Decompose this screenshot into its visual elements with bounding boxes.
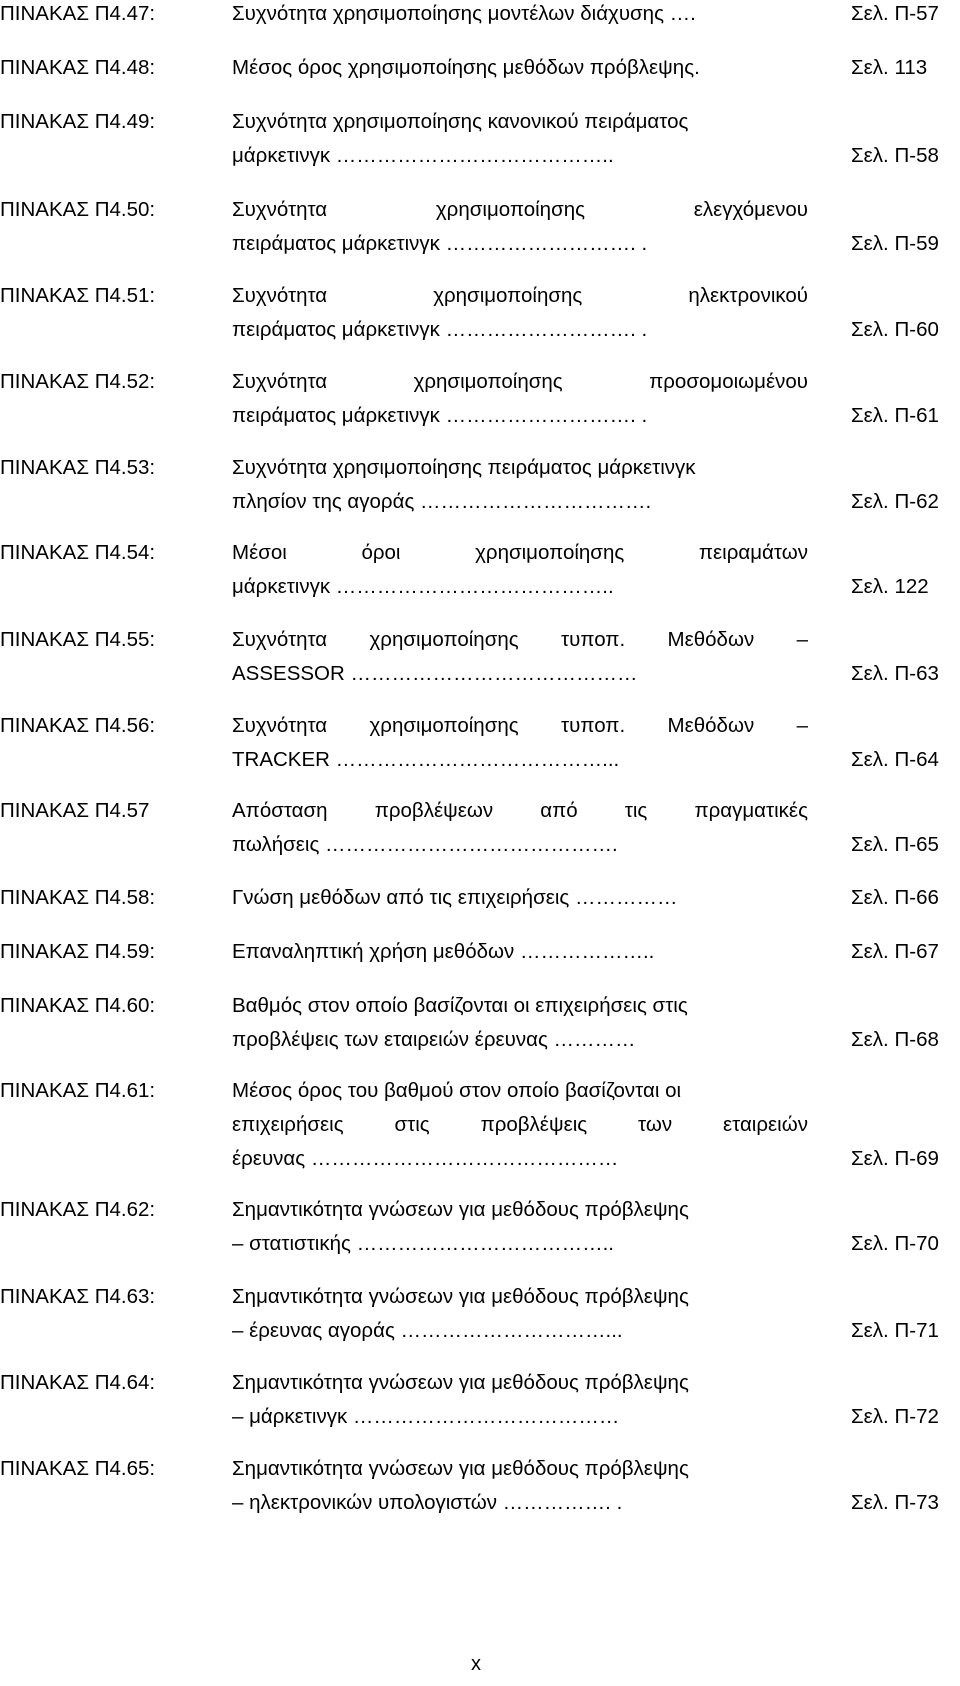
entry-title-line: ASSESSOR ……………………………………: [232, 662, 638, 685]
entry-title: [232, 1077, 808, 1179]
entry-title-line: Σημαντικότητα γνώσεων για μεθόδους πρόβλεψης: [232, 1371, 689, 1394]
justified-word: –: [796, 714, 808, 737]
justified-word: χρησιμοποίησης: [435, 198, 586, 221]
entry-label: ΠΙΝΑΚΑΣ Π4.51:: [0, 284, 156, 307]
entry-title-line: – ηλεκτρονικών υπολογιστών ……………. .: [232, 1491, 623, 1514]
justified-word: Συχνότητα: [232, 628, 328, 651]
entry-title-line: μάρκετινγκ …………………………………..: [232, 144, 614, 167]
entry-title-line: Μέσος όρος χρησιμοποίησης μεθόδων πρόβλεψης.: [232, 56, 700, 79]
entry-page-ref: Σελ. Π-64: [851, 748, 939, 771]
entry-title-line: Επαναληπτική χρήση μεθόδων ………………..: [232, 940, 655, 963]
entry-title-line: [232, 196, 808, 230]
entry-title-line: – έρευνας αγοράς …………………………...: [232, 1319, 623, 1342]
justified-word: προσομοιωμένου: [649, 370, 808, 393]
entry-title: [232, 196, 808, 264]
entry-title: [232, 797, 808, 865]
entry-title: [232, 626, 808, 694]
entry-page-ref: Σελ. Π-72: [851, 1405, 939, 1428]
entry-page-ref: Σελ. Π-61: [851, 404, 939, 427]
entry-title: [232, 368, 808, 436]
entry-title-line: Σημαντικότητα γνώσεων για μεθόδους πρόβλεψης: [232, 1198, 689, 1221]
entry-title-line: πειράματος μάρκετινγκ ………………………. .: [232, 404, 648, 427]
entry-page-ref: Σελ. Π-59: [851, 232, 939, 255]
entry-title-line: [232, 368, 808, 402]
entry-label: ΠΙΝΑΚΑΣ Π4.65:: [0, 1457, 156, 1480]
justified-word: Συχνότητα: [232, 198, 328, 221]
justified-word: πειραμάτων: [698, 541, 808, 564]
entry-title: [232, 1455, 808, 1523]
entry-title-line: Σημαντικότητα γνώσεων για μεθόδους πρόβλεψης: [232, 1457, 689, 1480]
justified-word: επιχειρήσεις: [232, 1113, 344, 1136]
justified-word: Μέσοι: [232, 541, 287, 564]
entry-label: ΠΙΝΑΚΑΣ Π4.53:: [0, 456, 156, 479]
entry-title-line: [232, 626, 808, 660]
entry-page-ref: Σελ. Π-71: [851, 1319, 939, 1342]
entry-page-ref: Σελ. Π-69: [851, 1147, 939, 1170]
entry-page-ref: Σελ. 122: [851, 575, 929, 598]
justified-word: χρησιμοποίησης: [413, 370, 563, 393]
justified-word: Συχνότητα: [232, 370, 328, 393]
entry-page-ref: Σελ. Π-57: [851, 2, 939, 25]
entry-label: ΠΙΝΑΚΑΣ Π4.50:: [0, 198, 156, 221]
justified-word: χρησιμοποίησης: [433, 284, 583, 307]
entry-label: ΠΙΝΑΚΑΣ Π4.55:: [0, 628, 156, 651]
justified-word: τυποπ.: [561, 628, 626, 651]
justified-word: –: [796, 628, 808, 651]
entry-title-line: – μάρκετινγκ …………………………………: [232, 1405, 620, 1428]
justified-word: προβλέψεις: [480, 1113, 588, 1136]
justified-word: από: [540, 799, 578, 822]
entry-label: ΠΙΝΑΚΑΣ Π4.63:: [0, 1285, 156, 1308]
entry-title: [232, 0, 808, 34]
entry-page-ref: Σελ. 113: [851, 56, 928, 79]
entry-page-ref: Σελ. Π-66: [851, 886, 939, 909]
entry-title-line: μάρκετινγκ …………………………………..: [232, 575, 614, 598]
entry-page-ref: Σελ. Π-63: [851, 662, 939, 685]
entry-title-line: – στατιστικής ………………………………..: [232, 1232, 614, 1255]
entry-title: [232, 54, 808, 88]
entry-label: ΠΙΝΑΚΑΣ Π4.62:: [0, 1198, 156, 1221]
page-number: x: [471, 1653, 481, 1675]
entry-label: ΠΙΝΑΚΑΣ Π4.61:: [0, 1079, 156, 1102]
entry-label: ΠΙΝΑΚΑΣ Π4.52:: [0, 370, 156, 393]
entry-title-line: [232, 797, 808, 831]
entry-title-line: πλησίον της αγοράς …………………………….: [232, 490, 652, 513]
entry-page-ref: Σελ. Π-68: [851, 1028, 939, 1051]
justified-word: ηλεκτρονικού: [688, 284, 808, 307]
entry-title-line: Συχνότητα χρησιμοποίησης κανονικού πειράματος: [232, 110, 689, 133]
justified-word: των: [638, 1113, 673, 1136]
justified-word: όροι: [361, 541, 401, 564]
entry-title: [232, 712, 808, 780]
justified-word: τυποπ.: [561, 714, 626, 737]
justified-word: πραγματικές: [694, 799, 808, 822]
entry-label: ΠΙΝΑΚΑΣ Π4.60:: [0, 994, 156, 1017]
entry-label: ΠΙΝΑΚΑΣ Π4.56:: [0, 714, 156, 737]
justified-word: ελεγχόμενου: [693, 198, 808, 221]
justified-word: Μεθόδων: [667, 714, 755, 737]
entry-page-ref: Σελ. Π-60: [851, 318, 939, 341]
entry-label: ΠΙΝΑΚΑΣ Π4.57: [0, 799, 150, 822]
entry-page-ref: Σελ. Π-73: [851, 1491, 939, 1514]
justified-word: Συχνότητα: [232, 714, 328, 737]
entry-title: [232, 992, 808, 1060]
entry-title-line: TRACKER …………………………………...: [232, 748, 620, 771]
entry-title-line: Μέσος όρος του βαθμού στον οποίο βασίζονται οι: [232, 1079, 682, 1102]
entry-page-ref: Σελ. Π-65: [851, 833, 939, 856]
justified-word: προβλέψεων: [374, 799, 494, 822]
justified-word: στις: [394, 1113, 430, 1136]
entry-title-line: [232, 1111, 808, 1145]
entry-title: [232, 108, 808, 176]
entry-title: [232, 1196, 808, 1264]
entry-label: ΠΙΝΑΚΑΣ Π4.54:: [0, 541, 156, 564]
entry-title-line: [232, 539, 808, 573]
entry-label: ΠΙΝΑΚΑΣ Π4.64:: [0, 1371, 156, 1394]
entry-label: ΠΙΝΑΚΑΣ Π4.48:: [0, 56, 156, 79]
justified-word: Απόσταση: [232, 799, 328, 822]
entry-title-line: πωλήσεις …………………………………….: [232, 833, 618, 856]
entry-title-line: πειράματος μάρκετινγκ ………………………. .: [232, 232, 648, 255]
entry-title-line: [232, 712, 808, 746]
entry-title-line: Συχνότητα χρησιμοποίησης μοντέλων διάχυσης ….: [232, 2, 696, 25]
entry-title: [232, 1369, 808, 1437]
justified-word: εταιρειών: [723, 1113, 808, 1136]
entry-page-ref: Σελ. Π-67: [851, 940, 939, 963]
entry-title-line: Γνώση μεθόδων από τις επιχειρήσεις ……………: [232, 886, 678, 909]
justified-word: χρησιμοποίησης: [369, 714, 519, 737]
justified-word: χρησιμοποίησης: [475, 541, 625, 564]
entry-title-line: Συχνότητα χρησιμοποίησης πειράματος μάρκετινγκ: [232, 456, 696, 479]
entry-label: ΠΙΝΑΚΑΣ Π4.59:: [0, 940, 156, 963]
entry-title: [232, 539, 808, 607]
entry-title-line: έρευνας ………………………………………: [232, 1147, 619, 1170]
entry-title: [232, 282, 808, 350]
entry-title: [232, 884, 808, 918]
entry-title-line: προβλέψεις των εταιρειών έρευνας …………: [232, 1028, 636, 1051]
entry-page-ref: Σελ. Π-58: [851, 144, 939, 167]
entry-title-line: πειράματος μάρκετινγκ ………………………. .: [232, 318, 648, 341]
entry-label: ΠΙΝΑΚΑΣ Π4.47:: [0, 2, 156, 25]
entry-label: ΠΙΝΑΚΑΣ Π4.49:: [0, 110, 156, 133]
justified-word: τις: [624, 799, 648, 822]
entry-title: [232, 454, 808, 522]
entry-page-ref: Σελ. Π-70: [851, 1232, 939, 1255]
entry-label: ΠΙΝΑΚΑΣ Π4.58:: [0, 886, 156, 909]
justified-word: Μεθόδων: [667, 628, 755, 651]
entry-title: [232, 938, 808, 972]
entry-page-ref: Σελ. Π-62: [851, 490, 939, 513]
entry-title: [232, 1283, 808, 1351]
entry-title-line: Βαθμός στον οποίο βασίζονται οι επιχειρήσεις στις: [232, 994, 688, 1017]
entry-title-line: Σημαντικότητα γνώσεων για μεθόδους πρόβλεψης: [232, 1285, 689, 1308]
entry-title-line: [232, 282, 808, 316]
justified-word: Συχνότητα: [232, 284, 328, 307]
justified-word: χρησιμοποίησης: [369, 628, 519, 651]
